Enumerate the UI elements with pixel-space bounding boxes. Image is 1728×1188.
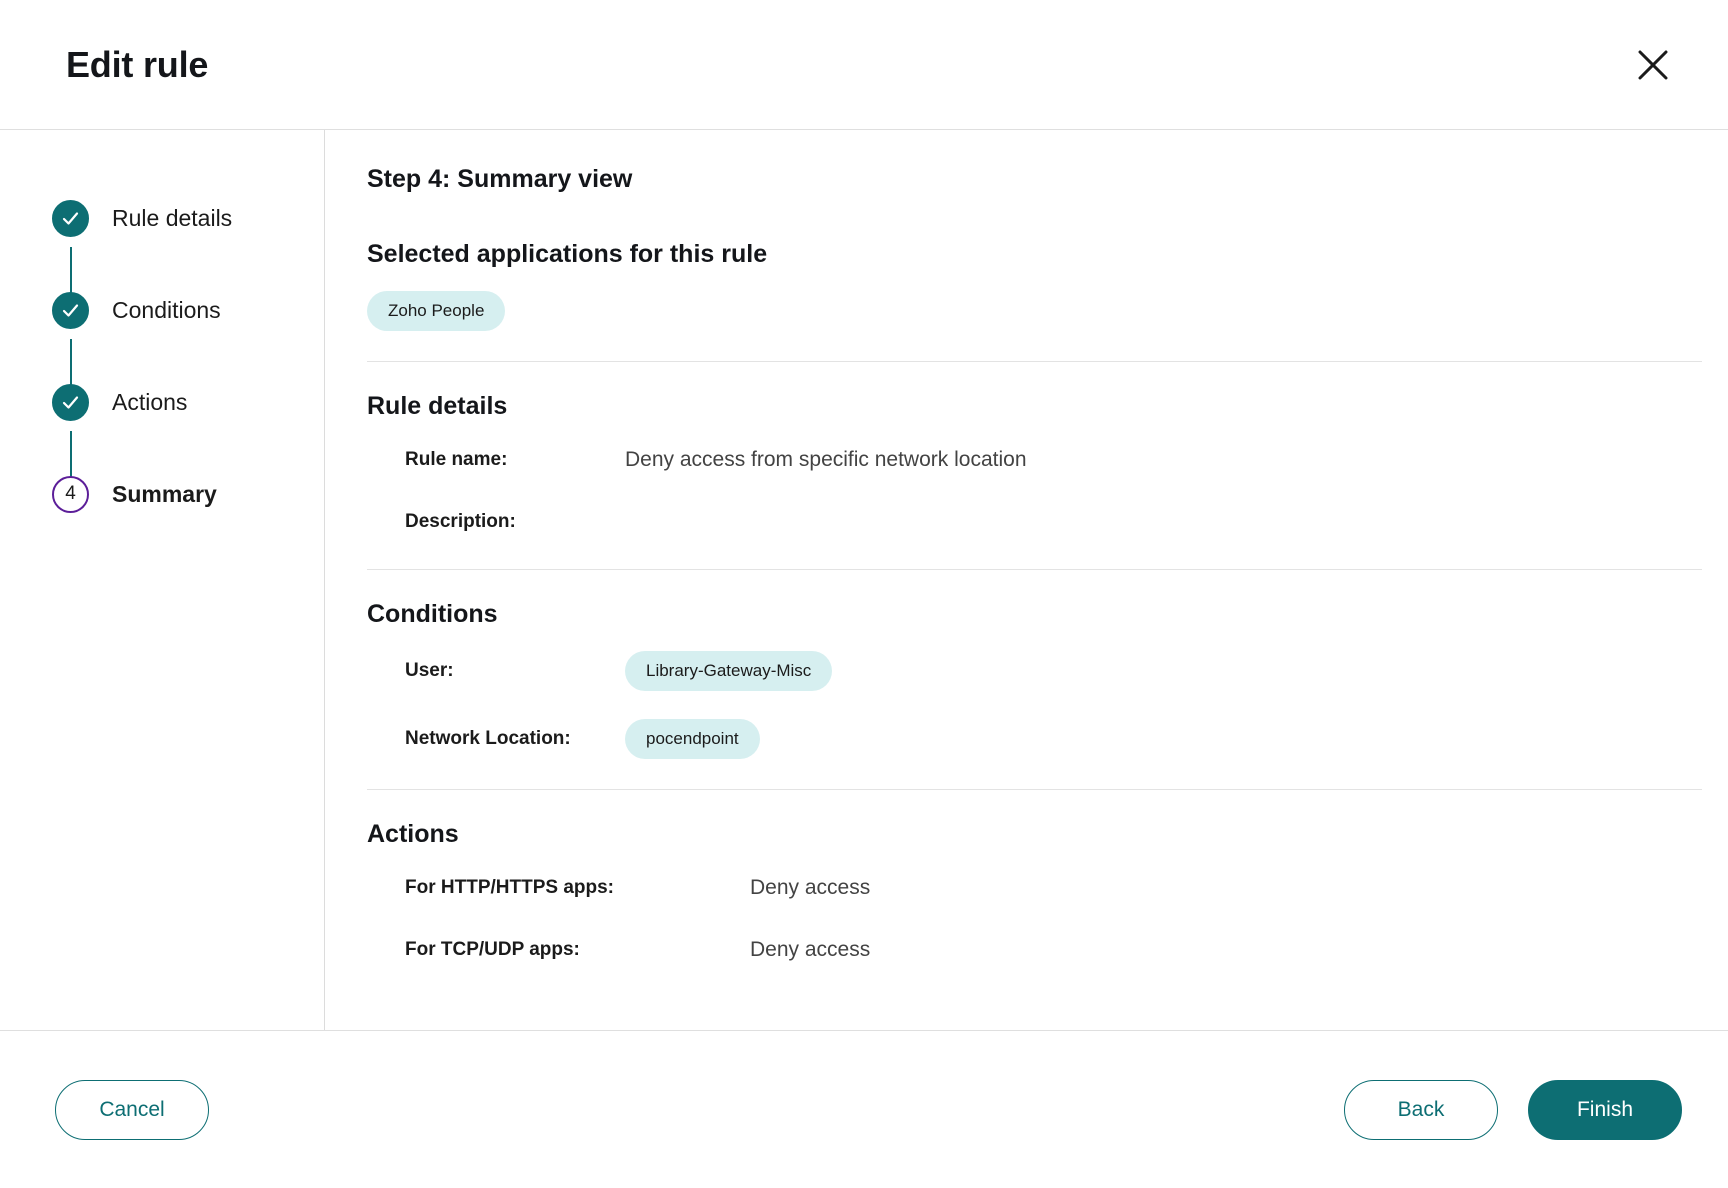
tcp-apps-label: For TCP/UDP apps:	[405, 939, 580, 960]
finish-button[interactable]: Finish	[1528, 1080, 1682, 1140]
row-description	[367, 505, 1702, 539]
step-number-badge: 4	[52, 476, 89, 513]
http-apps-label: For HTTP/HTTPS apps:	[405, 877, 614, 898]
step-complete-icon	[52, 384, 89, 421]
page-title: Edit rule	[66, 43, 209, 85]
section-title-rule-details: Rule details	[367, 392, 508, 420]
section-conditions	[367, 600, 1702, 790]
footer-actions	[1344, 1080, 1682, 1140]
http-apps-value: Deny access	[750, 876, 871, 899]
stepper-item-label: Conditions	[112, 296, 221, 323]
stepper-item-rule-details[interactable]	[52, 172, 324, 264]
close-icon	[1636, 48, 1670, 82]
tcp-apps-value: Deny access	[750, 938, 871, 961]
row-tcp-apps	[367, 933, 1702, 967]
step-heading: Step 4: Summary view	[367, 165, 633, 193]
section-actions	[367, 820, 1702, 997]
application-pill: Zoho People	[367, 291, 505, 331]
section-rule-details	[367, 392, 1702, 570]
section-title-actions: Actions	[367, 820, 459, 848]
user-label: User:	[405, 660, 454, 681]
network-location-value-pill: pocendpoint	[625, 719, 760, 759]
row-rule-name	[367, 443, 1702, 477]
step-complete-icon	[52, 200, 89, 237]
section-title-applications: Selected applications for this rule	[367, 240, 768, 268]
wizard-stepper	[0, 130, 324, 1030]
dialog-footer	[0, 1030, 1728, 1188]
row-http-apps	[367, 871, 1702, 905]
dialog-body	[0, 130, 1728, 1030]
rule-name-value: Deny access from specific network location	[625, 448, 1027, 471]
step-complete-icon	[52, 292, 89, 329]
stepper-item-label: Summary	[112, 480, 217, 507]
cancel-button[interactable]: Cancel	[55, 1080, 209, 1140]
stepper-item-summary[interactable]	[52, 448, 324, 540]
section-selected-applications	[367, 240, 1702, 362]
network-location-label: Network Location:	[405, 728, 571, 749]
close-button[interactable]	[1626, 38, 1680, 92]
back-button[interactable]: Back	[1344, 1080, 1498, 1140]
summary-content	[324, 130, 1728, 1030]
row-user	[367, 651, 1702, 691]
rule-name-label: Rule name:	[405, 449, 508, 470]
stepper-item-conditions[interactable]	[52, 264, 324, 356]
row-network-location	[367, 719, 1702, 759]
stepper-item-actions[interactable]	[52, 356, 324, 448]
user-value-pill: Library-Gateway-Misc	[625, 651, 832, 691]
description-label: Description:	[405, 511, 516, 532]
dialog-header	[0, 0, 1728, 130]
section-title-conditions: Conditions	[367, 600, 498, 628]
stepper-item-label: Rule details	[112, 204, 233, 231]
stepper-item-label: Actions	[112, 388, 188, 415]
